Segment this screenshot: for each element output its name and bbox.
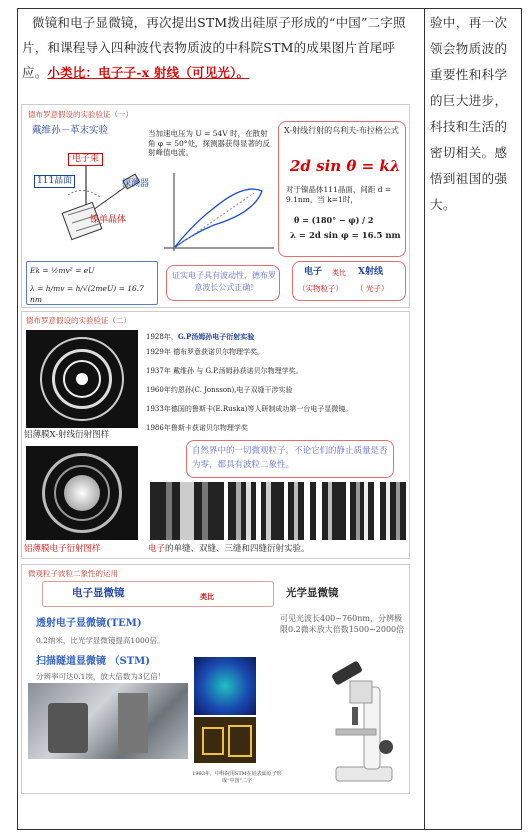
- slide-davisson-germer: [21, 104, 410, 308]
- kinetic-energy-formula: Ek = ½mv² = eU: [30, 266, 95, 275]
- label-111-plane: 111晶面: [34, 175, 75, 188]
- stm-surface-image: [194, 657, 256, 715]
- compare-xray: X射线: [358, 267, 383, 277]
- caption-xray-diffraction: 铝薄膜X-射线衍射图样: [24, 430, 110, 440]
- paragraph-highlight: 小类比：电子子-x 射线（可见光）。: [47, 65, 250, 80]
- label-electron-beam: 电子束: [68, 153, 103, 166]
- compare-xray-sub: （ 光子）: [356, 284, 389, 293]
- bragg-equation: 2d sin θ = kλ: [290, 157, 401, 175]
- wavelength-formula: λ = h/mv = h/√(2meU) = 16.7 nm: [30, 284, 144, 304]
- label-nickel-crystal: 镍单晶体: [90, 215, 127, 225]
- right-column-text: 验中，再一次领会物质波的重要性和科学的巨大进步，科技和生活的密切相关。感悟到祖国的强大。: [430, 15, 508, 212]
- timeline-item: 1986年鲁斯卡获诺贝尔物理学奖: [146, 424, 248, 432]
- quad-slit-image: [350, 482, 406, 540]
- experiment-name: 戴维孙－革末实验: [32, 125, 109, 136]
- polar-plot: [154, 163, 279, 258]
- compare-electron: 电子: [304, 267, 323, 277]
- caption-slit-experiments: 电子的单缝、双缝、三缝和四缝衍射实验。: [148, 544, 310, 554]
- slide-title: 微观粒子波粒二象性的运用: [28, 569, 118, 578]
- xray-description: 对于镍晶体111晶面，间距 d = 9.1nm，当 k=1时，: [286, 185, 392, 204]
- stm-caption: 1993年，中科院用STM在硅表面原子形成“中国”二字: [192, 771, 282, 784]
- timeline-item: 1937年 戴维孙 与 G.P.汤姆孙获诺贝尔物理学奖。: [146, 367, 303, 375]
- callout-text: 自然界中的一切微观粒子，不论它们的静止质量是否为零，都具有波粒二象性。: [192, 446, 388, 470]
- compare-word: 类比: [200, 592, 214, 601]
- xray-diffraction-image: [26, 330, 138, 428]
- optical-microscope-image: [306, 657, 402, 787]
- timeline-item: 1929年 德布罗意获诺贝尔物理学奖。: [146, 348, 265, 356]
- caption-electron-diffraction: 铝薄膜电子衍射图样: [24, 544, 101, 554]
- theta-equation: θ = (180° − φ) / 2: [294, 215, 374, 225]
- timeline-item: 1960年约恩孙(C. Jonsson),电子双缝干涉实验: [146, 386, 293, 394]
- tem-photo: [28, 683, 188, 759]
- double-slit-image: [228, 482, 284, 540]
- stm-label: 扫描隧道显微镜 （STM): [36, 656, 150, 667]
- tem-label: 透射电子显微镜(TEM): [36, 618, 142, 629]
- timeline-item: 1928年，G.P汤姆孙电子衍射实验: [146, 332, 255, 341]
- slide-diffraction: [21, 311, 410, 559]
- paragraph-text: 微镜和电子显微镜，再次提出STM拨出硅原子形成的“中国”二字照片，和课程导入四种波代表物质波的中科院STM的成果图片首尾呼应。: [22, 15, 406, 80]
- main-paragraph: [22, 10, 420, 85]
- conclusion-text: 证实电子具有波动性，德布罗意波长公式正确!: [172, 271, 276, 292]
- electron-microscope-label: 电子显微镜: [72, 587, 125, 599]
- single-slit-image: [150, 482, 224, 540]
- triple-slit-image: [288, 482, 346, 540]
- slide-title: 德布罗意假设的实验验证（二）: [26, 316, 131, 325]
- stm-china-characters-image: [194, 717, 256, 763]
- compare-electron-sub: （实物粒子）: [298, 284, 343, 293]
- lambda-equation: λ = 2d sin φ = 16.5 nm: [290, 231, 401, 241]
- label-detector: 探测器: [122, 179, 150, 189]
- slide-title: 德布罗意假设的实验验证（一）: [28, 110, 133, 119]
- xray-title: X-射线行射的乌利夫-布拉格公式: [284, 126, 399, 135]
- experiment-description: 当加速电压为 U = 54V 时，在散射角 φ = 50°处，探测器获得显著的反射峰值电流。: [148, 129, 270, 157]
- timeline-item: 1933年德国的鲁斯卡(E.Ruska)等人研制成功第一台电子显微镜。: [146, 405, 353, 413]
- stm-description: 分辨率可达0.1埃，放大倍数为3亿倍！: [36, 672, 166, 681]
- slide-microscopes: [21, 564, 410, 794]
- optical-description: 可见光波长400~760nm，分辨极限0.2微米放大倍数1500~2000倍: [280, 614, 405, 634]
- tem-description: 0.2纳米，比光学显微镜提高1000倍。: [36, 636, 165, 645]
- electron-diffraction-image: [26, 446, 138, 540]
- compare-word: 类比: [332, 269, 346, 277]
- optical-microscope-label: 光学显微镜: [286, 587, 339, 599]
- column-divider: [424, 8, 425, 830]
